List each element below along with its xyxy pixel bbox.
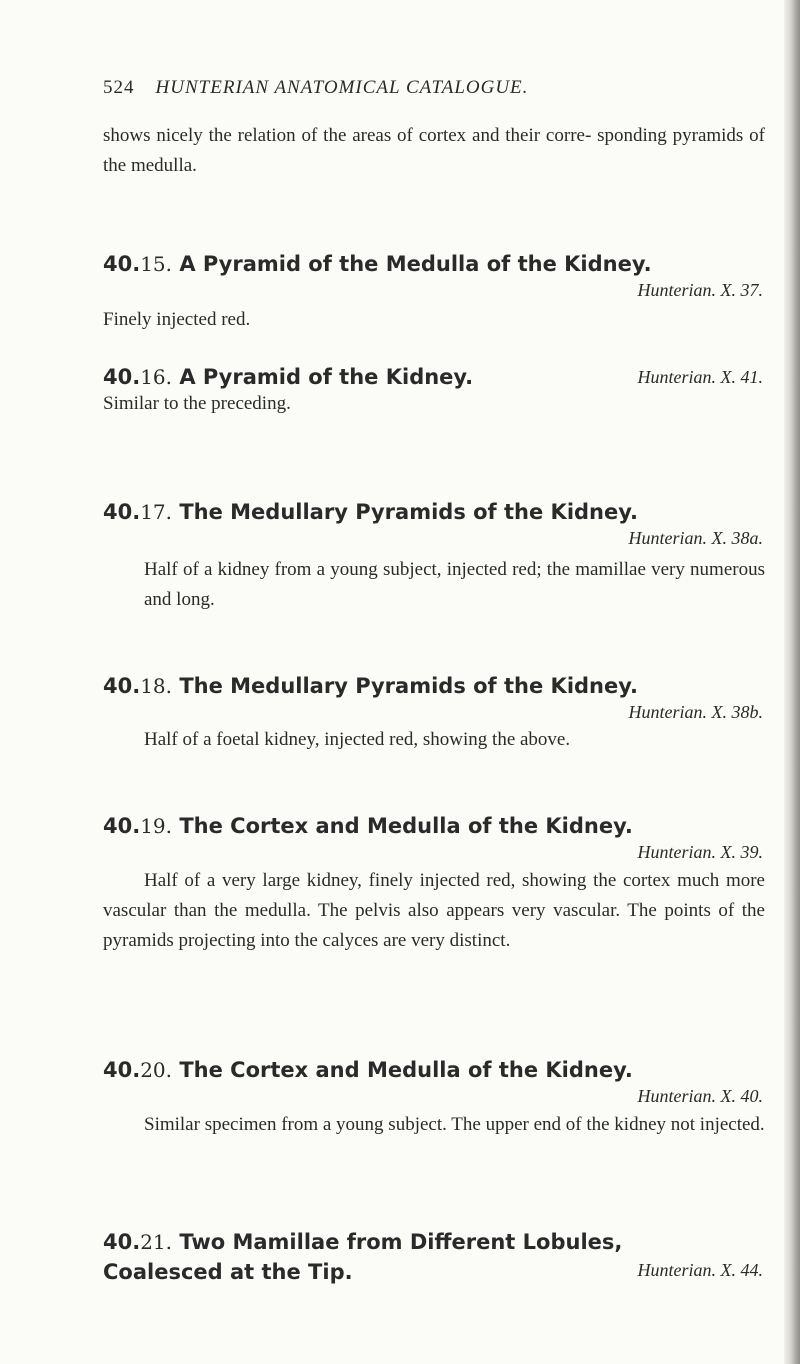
entry-heading-20: 40.20. The Cortex and Medulla of the Kidney. — [103, 1058, 633, 1082]
entry-heading-15: 40.15. A Pyramid of the Medulla of the Kidney. — [103, 252, 652, 276]
running-title: HUNTERIAN ANATOMICAL CATALOGUE. — [155, 77, 529, 98]
running-head — [103, 76, 703, 99]
intro-paragraph: shows nicely the relation of the areas of cortex and their corre- sponding pyramids of the medulla. — [103, 125, 765, 176]
entry-reference-16: Hunterian. X. 41. — [637, 367, 763, 387]
entry-heading-16: 40.16. A Pyramid of the Kidney. — [103, 365, 474, 389]
entry-title: Two Mamillae from Different Lobules, Coalesced at the Tip. — [103, 1230, 623, 1284]
entry-reference-15: Hunterian. X. 37. — [637, 280, 763, 300]
entry-heading-21: 40.21. Two Mamillae from Different Lobules, Coalesced at the Tip. — [103, 1230, 623, 1284]
entry-description-15: Finely injected red. — [103, 309, 251, 330]
entry-reference-19: Hunterian. X. 39. — [637, 842, 763, 862]
entry-title: A Pyramid of the Kidney. — [179, 365, 474, 389]
entry-title: The Cortex and Medulla of the Kidney. — [179, 814, 633, 838]
entry-reference-20: Hunterian. X. 40. — [637, 1086, 763, 1106]
entry-heading-19: 40.19. The Cortex and Medulla of the Kidney. — [103, 814, 633, 838]
entry-description-19: Half of a very large kidney, finely injected red, showing the cortex much more vascular than the medulla. The pelvis also appears very vascular. The points of the pyramids projecting into the calyces are very distinct. — [103, 870, 765, 951]
entry-description-17: Half of a kidney from a young subject, injected red; the mamillae very numerous and long. — [144, 559, 765, 610]
entry-reference-21: Hunterian. X. 44. — [637, 1260, 763, 1280]
entry-description-20: Similar specimen from a young subject. The upper end of the kidney not injected. — [144, 1114, 765, 1135]
page-number: 524 — [103, 77, 135, 98]
entry-title: The Cortex and Medulla of the Kidney. — [179, 1058, 633, 1082]
entry-heading-17: 40.17. The Medullary Pyramids of the Kidney. — [103, 500, 638, 524]
entry-reference-18: Hunterian. X. 38b. — [628, 702, 763, 722]
entry-title: The Medullary Pyramids of the Kidney. — [179, 500, 638, 524]
entry-description-18: Half of a foetal kidney, injected red, showing the above. — [144, 729, 571, 750]
page-edge-shadow — [784, 0, 800, 1364]
entry-heading-18: 40.18. The Medullary Pyramids of the Kidney. — [103, 674, 638, 698]
entry-description-16: Similar to the preceding. — [103, 393, 291, 414]
entry-reference-17: Hunterian. X. 38a. — [628, 528, 763, 548]
entry-title: A Pyramid of the Medulla of the Kidney. — [179, 252, 652, 276]
entry-title: The Medullary Pyramids of the Kidney. — [179, 674, 638, 698]
